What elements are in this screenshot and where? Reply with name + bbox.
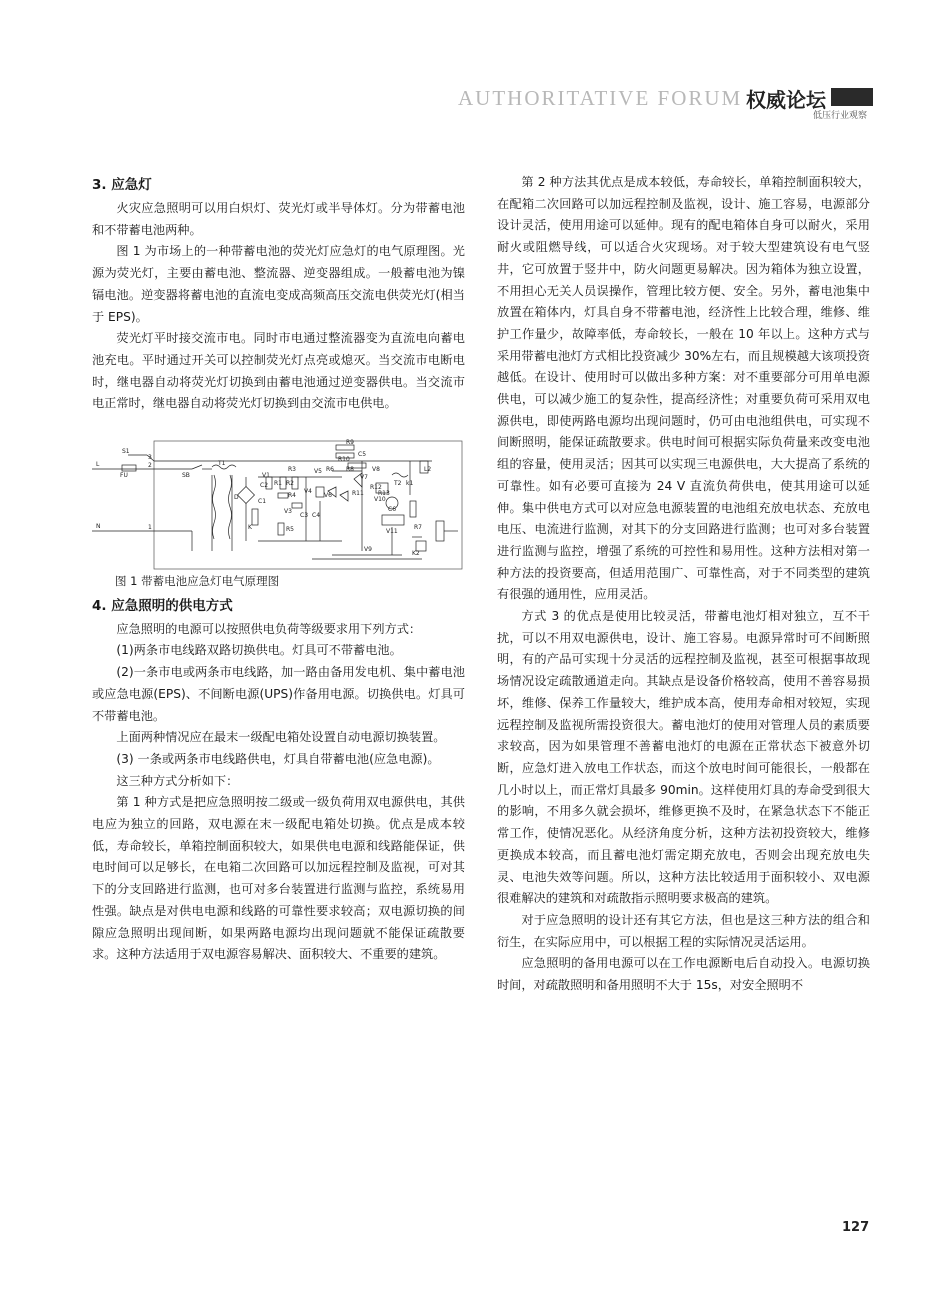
paragraph: 上面两种情况应在最末一级配电箱处设置自动电源切换装置。: [116, 730, 446, 745]
label-V11: V11: [386, 528, 398, 536]
label-V5: V5: [314, 468, 322, 476]
header-subtitle: 低压行业观察: [813, 111, 868, 121]
label-V9: V9: [364, 546, 372, 554]
label-R7: R7: [414, 524, 422, 532]
label-R3: R3: [288, 466, 296, 474]
label-N: N: [96, 523, 101, 531]
circuit-labels: [96, 439, 431, 557]
label-R6: R6: [326, 466, 334, 474]
label-FU: FU: [120, 472, 128, 480]
paragraph: 应急照明的电源可以按照供电负荷等级要求用下列方式：: [116, 621, 422, 636]
section-heading-emergency-lamp: 3. 应急灯: [92, 177, 152, 193]
right-column: [497, 172, 870, 997]
label-L2: L2: [424, 466, 432, 474]
paragraph: (1)两条市电线路双路切换供电。灯具可不带蓄电池。: [116, 643, 402, 658]
paragraph: 对于应急照明的设计还有其它方法，但也是这三种方法的组合和衍生，在实际应用中，可以根据工程的实际情况灵活运用。: [497, 912, 870, 949]
header-badge: [831, 88, 873, 106]
label-R9: R9: [346, 439, 354, 447]
label-V10: V10: [374, 496, 386, 504]
label-terminal-1: 1: [148, 524, 152, 532]
paragraph: 第 1 种方式是把应急照明按二级或一级负荷用双电源供电，其供电应为独立的回路，双电源在末一级配电箱处切换。优点是成本较低，寿命较长，单箱控制面积较大，如果供电电源和线路能保证，供电时间可以足够长，在电箱二次回路可以加远程控制及监视，可对其下的分支回路进行监测，也可对多台装置进行监测与监控，系统易用性强。缺点是对供电电源和线路的可靠性要求较高；双电源切换的间隙应急照明出现间断，如果两路电源均出现问题就不能保证疏散要求。这种方法适用于双电源容易解决、面积较大、不重要的建筑。: [92, 795, 465, 962]
label-R5: R5: [286, 526, 294, 534]
label-K: K: [248, 524, 252, 532]
label-V4: V4: [304, 488, 312, 496]
running-header: [440, 84, 880, 124]
label-C6: C6: [388, 506, 397, 514]
paragraph: 方式 3 的优点是使用比较灵活，带蓄电池灯相对独立，互不干扰，可以不用双电源供电，设计、施工容易。电源异常时可不间断照明，有的产品可实现十分灵活的远程控制及监视，甚至可根据事故现场情况设定疏散通道走向。其缺点是设备价格较高，使用不善容易损坏，维修、保养工作量较大，维护成本高，使用寿命相对较短，实现远程控制及监视所需投资很大。蓄电池灯的使用对管理人员的素质要求较高，因为如果管理不善蓄电池灯的电源在正常状态下被意外切断，应急灯进入放电工作状态，而这个放电时间可能很长，一般都在几小时以上，而正常灯具最多 90min。这样使用灯具的寿命受到很大的影响，不用多久就会损坏，维修更换不及时，在紧急状态下不能正常工作，使情况恶化。从经济角度分析，这种方法初投资较大，维修更换成本较高，而且蓄电池灯需定期充放电，否则会出现充放电失灵、电池失效等问题。所以，这种方法比较适用于面积较小、双电源很难解决的建筑和对疏散指示照明要求极高的建筑。: [497, 609, 870, 906]
label-k1: k1: [406, 480, 414, 488]
section-heading-power-supply: 4. 应急照明的供电方式: [92, 597, 233, 614]
paragraph: (2)一条市电或两条市电线路，加一路由备用发电机、集中蓄电池或应急电源(EPS)、不间断电源(UPS)作备用电源。切换供电。灯具可不带蓄电池。: [92, 665, 465, 723]
label-R8: R8: [346, 466, 354, 474]
label-V6: V6: [324, 492, 332, 500]
label-terminal-3: 3: [148, 454, 152, 462]
label-R12: R12: [370, 484, 382, 492]
label-V8: V8: [372, 466, 380, 474]
label-L: L: [96, 461, 100, 469]
label-R1: R1: [274, 480, 282, 488]
label-V3: V3: [284, 508, 292, 516]
left-column: [92, 172, 465, 966]
paragraph: 这三种方式分析如下：: [116, 773, 239, 788]
paragraph: (3) 一条或两条市电线路供电，灯具自带蓄电池(应急电源)。: [116, 751, 440, 766]
label-C4: C4: [312, 512, 321, 520]
label-R4: R4: [288, 492, 296, 500]
label-D: D: [234, 494, 239, 502]
circuit-figure: [92, 431, 465, 571]
paragraph: 应急照明的备用电源可以在工作电源断电后自动投入。电源切换时间，对疏散照明和备用照明不大于 15s，对安全照明不: [497, 956, 870, 993]
label-R13: R13: [378, 490, 390, 498]
label-terminal-2: 2: [148, 462, 152, 470]
label-C5: C5: [358, 451, 367, 459]
label-SB: SB: [182, 472, 190, 480]
header-chinese-title: 权威论坛: [746, 88, 826, 112]
label-R10: R10: [338, 456, 350, 464]
page-number: 127: [842, 1220, 870, 1235]
circuit-diagram: [92, 431, 465, 571]
label-C2: C2: [260, 482, 269, 490]
label-T1: T1: [218, 460, 226, 468]
label-K2: K2: [412, 550, 420, 558]
label-V7: V7: [360, 474, 368, 482]
paragraph: 火灾应急照明可以用白炽灯、荧光灯或半导体灯。分为带蓄电池和不带蓄电池两种。: [92, 201, 465, 237]
label-C1: C1: [258, 498, 267, 506]
paragraph: 第 2 种方法其优点是成本较低，寿命较长，单箱控制面积较大，在配箱二次回路可以加远程控制及监视，设计、施工容易，电源部分设计灵活，使用用途可以延伸。现有的配电箱体自身可以耐火，采用耐火或阻燃导线，可以适合火灾现场。对于较大型建筑设有电气竖井，它可放置于竖井中，防火问题更易解决。因为箱体为独立设置，不用担心无关人员误操作，管理比较方便、安全。另外，蓄电池集中放置在箱体内，灯具自身不带蓄电池，经济性上比较合理，维修、维护工作量少，故障率低，寿命较长，一般在 10 年以上。这种方式与采用带蓄电池灯方式相比投资减少 30%左右，而且规模越大该项投资越低。在设计、使用时可以做出多种方案：对不重要部分可用单电源供电，可以减少施工的复杂性，提高经济性；对重要负荷可采用双电源供电，即使两路电源均出现问题时，仍可由电池组供电，可实现不间断照明，能保证疏散要求。供电时间可根据实际负荷量来改变电池组的容量，使用灵活；因其可以实现三电源供电，大大提高了系统的可靠性。如有必要可直接为 24 V 直流负荷供电，使其用途可以延伸。集中供电方式可以对应急电源装置的电池组充放电状态、充放电电压、电流进行监测，对其下的分支回路进行监测；也可对多台装置进行监测与监控，增强了系统的可控性和易用性。这种方法相对第一种方法的投资要高，但适用范围广、可靠性高，对于不同类型的建筑有很强的通用性，应用灵活。: [497, 175, 870, 602]
label-R11: R11: [352, 490, 364, 498]
figure-caption: 图 1 带蓄电池应急灯电气原理图: [115, 574, 280, 589]
label-R2: R2: [286, 480, 294, 488]
label-S1: S1: [122, 448, 130, 456]
header-english-title: AUTHORITATIVE FORUM: [458, 86, 743, 110]
label-V1: V1: [262, 472, 270, 480]
paragraph: 荧光灯平时接交流市电。同时市电通过整流器变为直流电向蓄电池充电。平时通过开关可以控制荧光灯点亮或熄灭。当交流市电断电时，继电器自动将荧光灯切换到由蓄电池通过逆变器供电。当交流市电正常时，继电器自动将荧光灯切换到由交流市电供电。: [92, 331, 465, 411]
label-T2: T2: [394, 480, 402, 488]
paragraph: 图 1 为市场上的一种带蓄电池的荧光灯应急灯的电气原理图。光源为荧光灯，主要由蓄电池、整流器、逆变器组成。一般蓄电池为镍镉电池。逆变器将蓄电池的直流电变成高频高压交流电供荧光灯(相当于 EPS)。: [92, 244, 465, 324]
label-C3: C3: [300, 512, 309, 520]
